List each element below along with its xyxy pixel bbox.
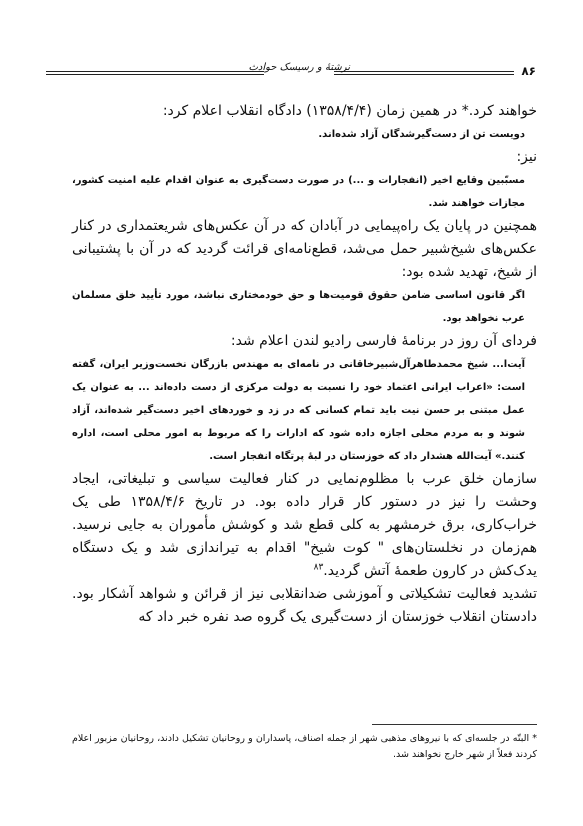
header-rule-left <box>46 71 264 75</box>
paragraph-5-text: سازمان خلق عرب با مظلوم‌نمایی در کنار فعالیت سیاسی و تبلیغاتی، ایجاد وحشت را نیز در دستور کار قرار داده بود. در تاریخ ۱۳۵۸/۴/۶ طی یک خراب‌کاری، برق خرمشهر به کلی قطع شد و کوشش مأموران به جایی نرسید. هم‌زمان در نخلستان‌های " کوت شیخ" اقدام به تیراندازی شد و یک دستگاه یدک‌کش در کارون طعمهٔ آتش گردید. <box>72 471 537 579</box>
running-title: نرشتهٔ و رسیسک حوادث <box>248 62 350 73</box>
page-header <box>46 62 536 84</box>
quote-4: آیت‌ا... شیخ محمدطاهرآل‌شبیرخاقانی در نامه‌ای به مهندس بازرگان نخست‌وزیر ایران، گفته است: «اعراب ایرانی اعتماد خود را نسبت به دولت مرکزی از دست داده‌اند ... به عنوان یک عمل مبتنی بر حسن نیت باید تمام کسانی که در زد و خوردهای اخیر دست‌گیر شده‌اند، آزاد شوند و به مردم محلی اجازه داده شود که ادارات را که مربوط به امور محلی است، اداره کنند.» آیت‌الله هشدار داد که خوزستان در لبهٔ پرتگاه انفجار است. <box>72 359 525 462</box>
footnote-separator <box>372 724 537 725</box>
page-number: ۸۶ <box>521 64 536 78</box>
quote-1: دویست تن از دست‌گیرشدگان آزاد شده‌اند. <box>318 129 525 140</box>
main-text <box>72 100 537 629</box>
paragraph-3: همچنین در پایان یک راه‌پیمایی در آبادان که در آن عکس‌های شریعتمداری در کنار عکس‌های شیخ‌شبیر حمل می‌شد، قطع‌نامه‌ای قرائت گردید که در آن با پشتیبانی از شیخ، تهدید شده بود: <box>72 218 537 280</box>
paragraph-4: فردای آن روز در برنامهٔ فارسی رادیو لندن اعلام شد: <box>230 333 537 349</box>
paragraph-5 <box>72 468 537 583</box>
paragraph-1: خواهند کرد.* در همین زمان (۱۳۵۸/۴/۴) دادگاه انقلاب اعلام کرد: <box>162 103 537 119</box>
footnote: * البتّه در جلسه‌ای که با نیروهای مذهبی شهر از جمله اصناف، پاسداران و روحانیان تشکیل دادند، روحانیان مزبور اعلام کردند فعلاً از شهر خارج نخواهند شد. <box>72 733 537 760</box>
header-rule-right <box>334 71 514 75</box>
paragraph-2: نیز: <box>516 149 537 165</box>
paragraph-6: تشدید فعالیت تشکیلاتی و آموزشی ضدانقلابی نیز از قرائن و شواهد آشکار بود. دادستان انقلاب خوزستان از دست‌گیری یک گروه صد نفره خبر داد که <box>72 586 537 625</box>
quote-3: اگر قانون اساسی ضامن حقوق قومیت‌ها و حق خودمختاری نباشد، مورد تأیید خلق مسلمان عرب نخواهد بود. <box>72 290 525 324</box>
endnote-marker: ۸۳ <box>313 562 324 573</box>
quote-2: مسبّبین وقایع اخیر (انفجارات و ...) در صورت دست‌گیری به عنوان اقدام علیه امنیت کشور، مجازات خواهند شد. <box>72 175 525 209</box>
